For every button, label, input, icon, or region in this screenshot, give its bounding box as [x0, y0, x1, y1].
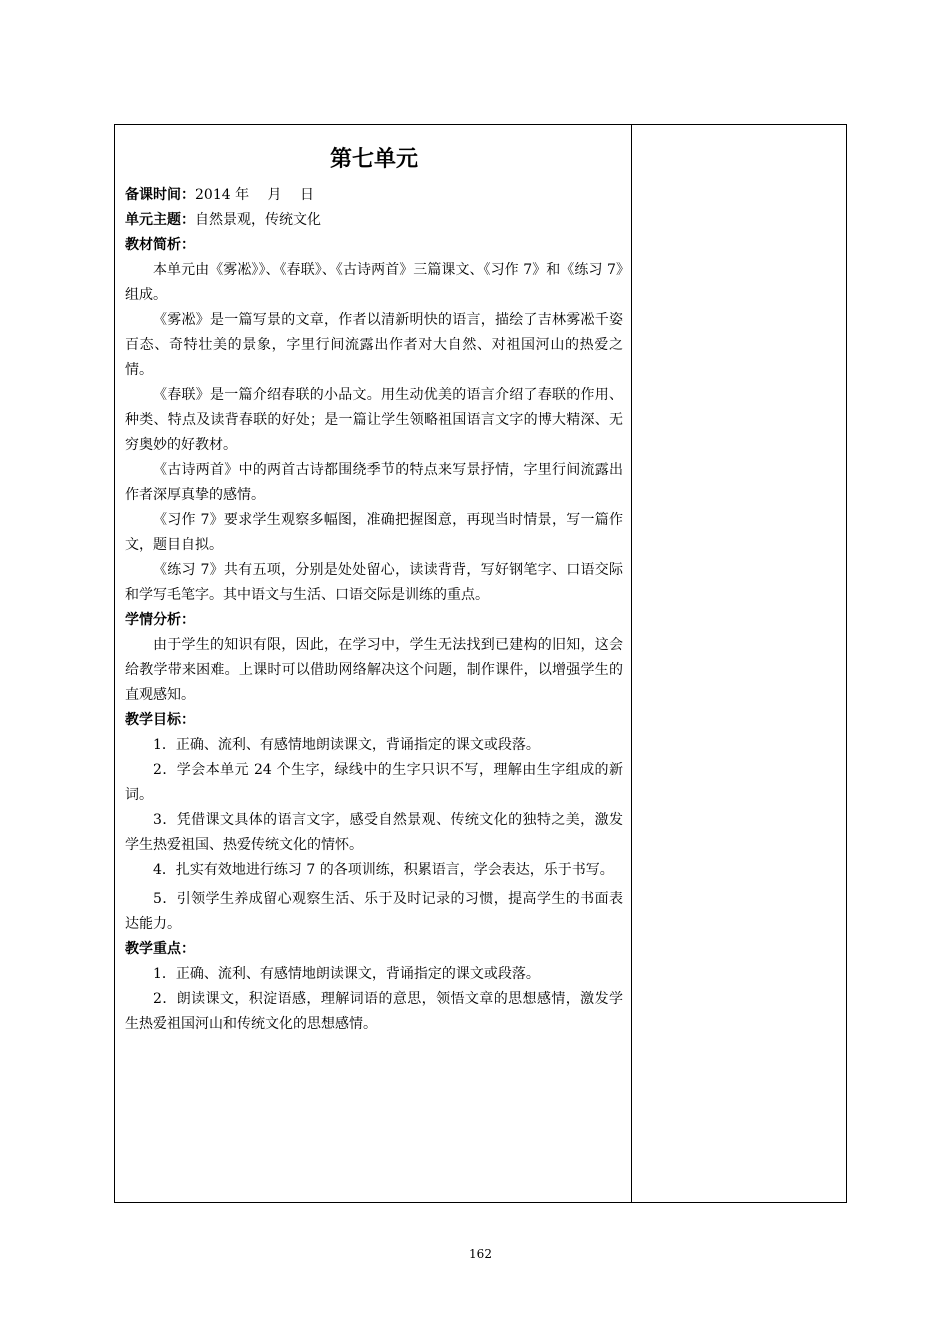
goal-item: 1．正确、流利、有感情地朗读课文，背诵指定的课文或段落。	[153, 737, 540, 753]
prep-time-value: 2014 年 月 日	[195, 187, 314, 203]
key-point-item: 2．朗读课文，积淀语感，理解词语的意思，领悟文章的思想感情，激发学生热爱祖国河山和传统文化的思想感情。	[125, 991, 623, 1032]
lesson-plan-table	[114, 124, 847, 1203]
analysis-paragraph: 《古诗两首》中的两首古诗都围绕季节的特点来写景抒情，字里行间流露出作者深厚真挚的感情。	[125, 462, 623, 503]
column-divider	[631, 125, 632, 1202]
analysis-heading: 教材简析：	[125, 237, 195, 253]
goal-item: 5．引领学生养成留心观察生活、乐于及时记录的习惯，提高学生的书面表达能力。	[125, 891, 623, 932]
learner-paragraph: 由于学生的知识有限，因此，在学习中，学生无法找到已建构的旧知，这会给教学带来困难。上课时可以借助网络解决这个问题，制作课件，以增强学生的直观感知。	[125, 637, 623, 703]
goals-heading: 教学目标：	[125, 712, 195, 728]
unit-title: 第七单元	[329, 147, 418, 172]
unit-theme-value: 自然景观，传统文化	[195, 212, 321, 228]
main-content-cell	[125, 143, 623, 1037]
unit-theme-label: 单元主题：	[125, 212, 195, 228]
key-point-item: 1．正确、流利、有感情地朗读课文，背诵指定的课文或段落。	[153, 966, 540, 982]
goal-item: 3．凭借课文具体的语言文字，感受自然景观、传统文化的独特之美，激发学生热爱祖国、热爱传统文化的情怀。	[125, 812, 623, 853]
key-points-heading: 教学重点：	[125, 941, 195, 957]
unit-theme-line	[125, 208, 623, 233]
goal-item: 4．扎实有效地进行练习 7 的各项训练，积累语言，学会表达，乐于书写。	[153, 862, 614, 878]
prep-time-label: 备课时间：	[125, 187, 195, 203]
learner-heading: 学情分析：	[125, 612, 195, 628]
analysis-paragraph: 《练习 7》共有五项，分别是处处留心，读读背背，写好钢笔字、口语交际和学写毛笔字。其中语文与生活、口语交际是训练的重点。	[125, 562, 623, 603]
analysis-paragraph: 《习作 7》要求学生观察多幅图，准确把握图意，再现当时情景，写一篇作文，题目自拟。	[125, 512, 623, 553]
prep-time-line	[125, 183, 623, 208]
analysis-paragraph: 本单元由《雾凇》》、《春联》、《古诗两首》三篇课文、《习作 7》和《练习 7》组成。	[125, 262, 623, 303]
goal-item: 2．学会本单元 24 个生字，绿线中的生字只识不写，理解由生字组成的新词。	[125, 762, 623, 803]
analysis-paragraph: 《春联》是一篇介绍春联的小品文。用生动优美的语言介绍了春联的作用、种类、特点及读背春联的好处；是一篇让学生领略祖国语言文字的博大精深、无穷奥妙的好教材。	[125, 387, 623, 453]
analysis-paragraph: 《雾凇》是一篇写景的文章，作者以清新明快的语言，描绘了吉林雾凇千姿百态、奇特壮美的景象，字里行间流露出作者对大自然、对祖国河山的热爱之情。	[125, 312, 623, 378]
page-number: 162	[469, 1247, 492, 1261]
